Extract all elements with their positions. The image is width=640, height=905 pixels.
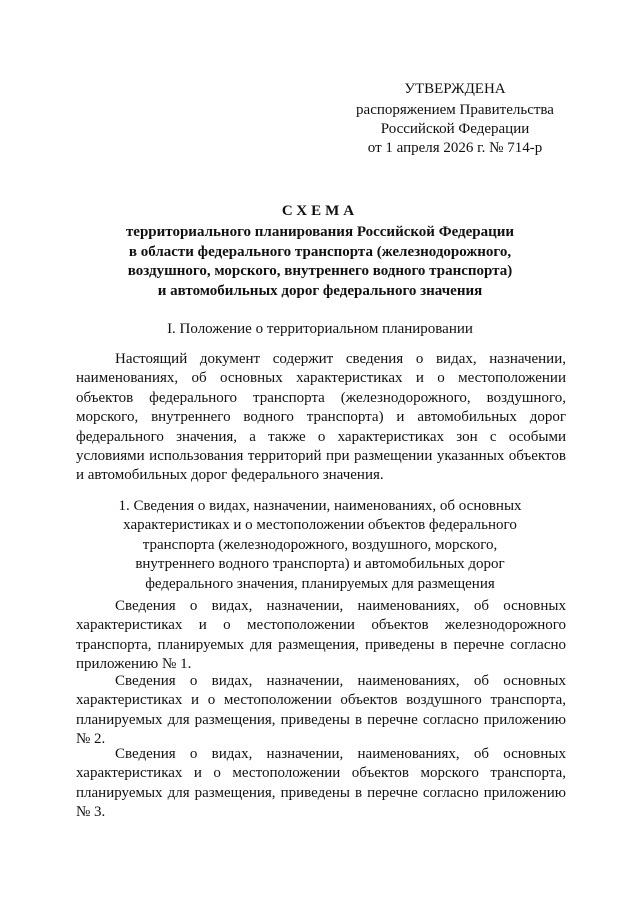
subsection-heading-line: внутреннего водного транспорта) и автомобильных дорог (135, 556, 505, 573)
subsection-heading-line: федерального значения, планируемых для размещения (145, 575, 495, 592)
subsection-heading-line: характеристиках и о местоположении объектов федерального (123, 517, 517, 534)
section-heading: I. Положение о территориальном планировании (167, 321, 473, 337)
subsection-heading (70, 497, 570, 594)
subtitle-line: в области федерального транспорта (железнодорожного, (128, 243, 512, 260)
subsection-heading-line: транспорта (железнодорожного, воздушного, морского, (142, 536, 498, 553)
paragraph-appendix-3: Сведения о видах, назначении, наименованиях, об основных характеристиках и о местоположении объектов морского транспорта, планируемых для размещения, приведены в перечне согласно приложению № 3. (76, 746, 566, 821)
approval-status: УТВЕРЖДЕНА (404, 81, 506, 97)
paragraph-appendix-1: Сведения о видах, назначении, наименованиях, об основных характеристиках и о местоположении объектов железнодорожного транспорта, планируемых для размещения, приведены в перечне согласно приложению № 1. (76, 598, 566, 673)
approval-stamp (350, 80, 560, 158)
subtitle-line: территориального планирования Российской Федерации (125, 224, 515, 240)
paragraph-appendix-2: Сведения о видах, назначении, наименованиях, об основных характеристиках и о местоположении объектов воздушного транспорта, планируемых для размещения, приведены в перечне согласно приложению № 2. (76, 673, 566, 748)
document-title: СХЕМА (281, 203, 359, 219)
document-subtitle (70, 223, 570, 301)
approval-line-3: от 1 апреля 2026 г. № 714-р (367, 140, 543, 156)
subsection-heading-line: 1. Сведения о видах, назначении, наименованиях, об основных (118, 498, 522, 514)
approval-line-2: Российской Федерации (380, 121, 530, 137)
subtitle-line: воздушного, морского, внутреннего водного транспорта) (127, 263, 513, 279)
intro-paragraph: Настоящий документ содержит сведения о видах, назначении, наименованиях, об основных характеристиках и о местоположении объектов федерального транспорта (железнодорожного, воздушного, морского, внутреннего водного транспорта) и автомобильных дорог федерального значения, а также о характеристиках зон с особыми условиями использования территорий при размещении указанных объектов и автомобильных дорог федерального значения. (76, 351, 566, 484)
subtitle-line: и автомобильных дорог федерального значения (157, 282, 483, 299)
approval-line-1: распоряжением Правительства (356, 102, 554, 118)
